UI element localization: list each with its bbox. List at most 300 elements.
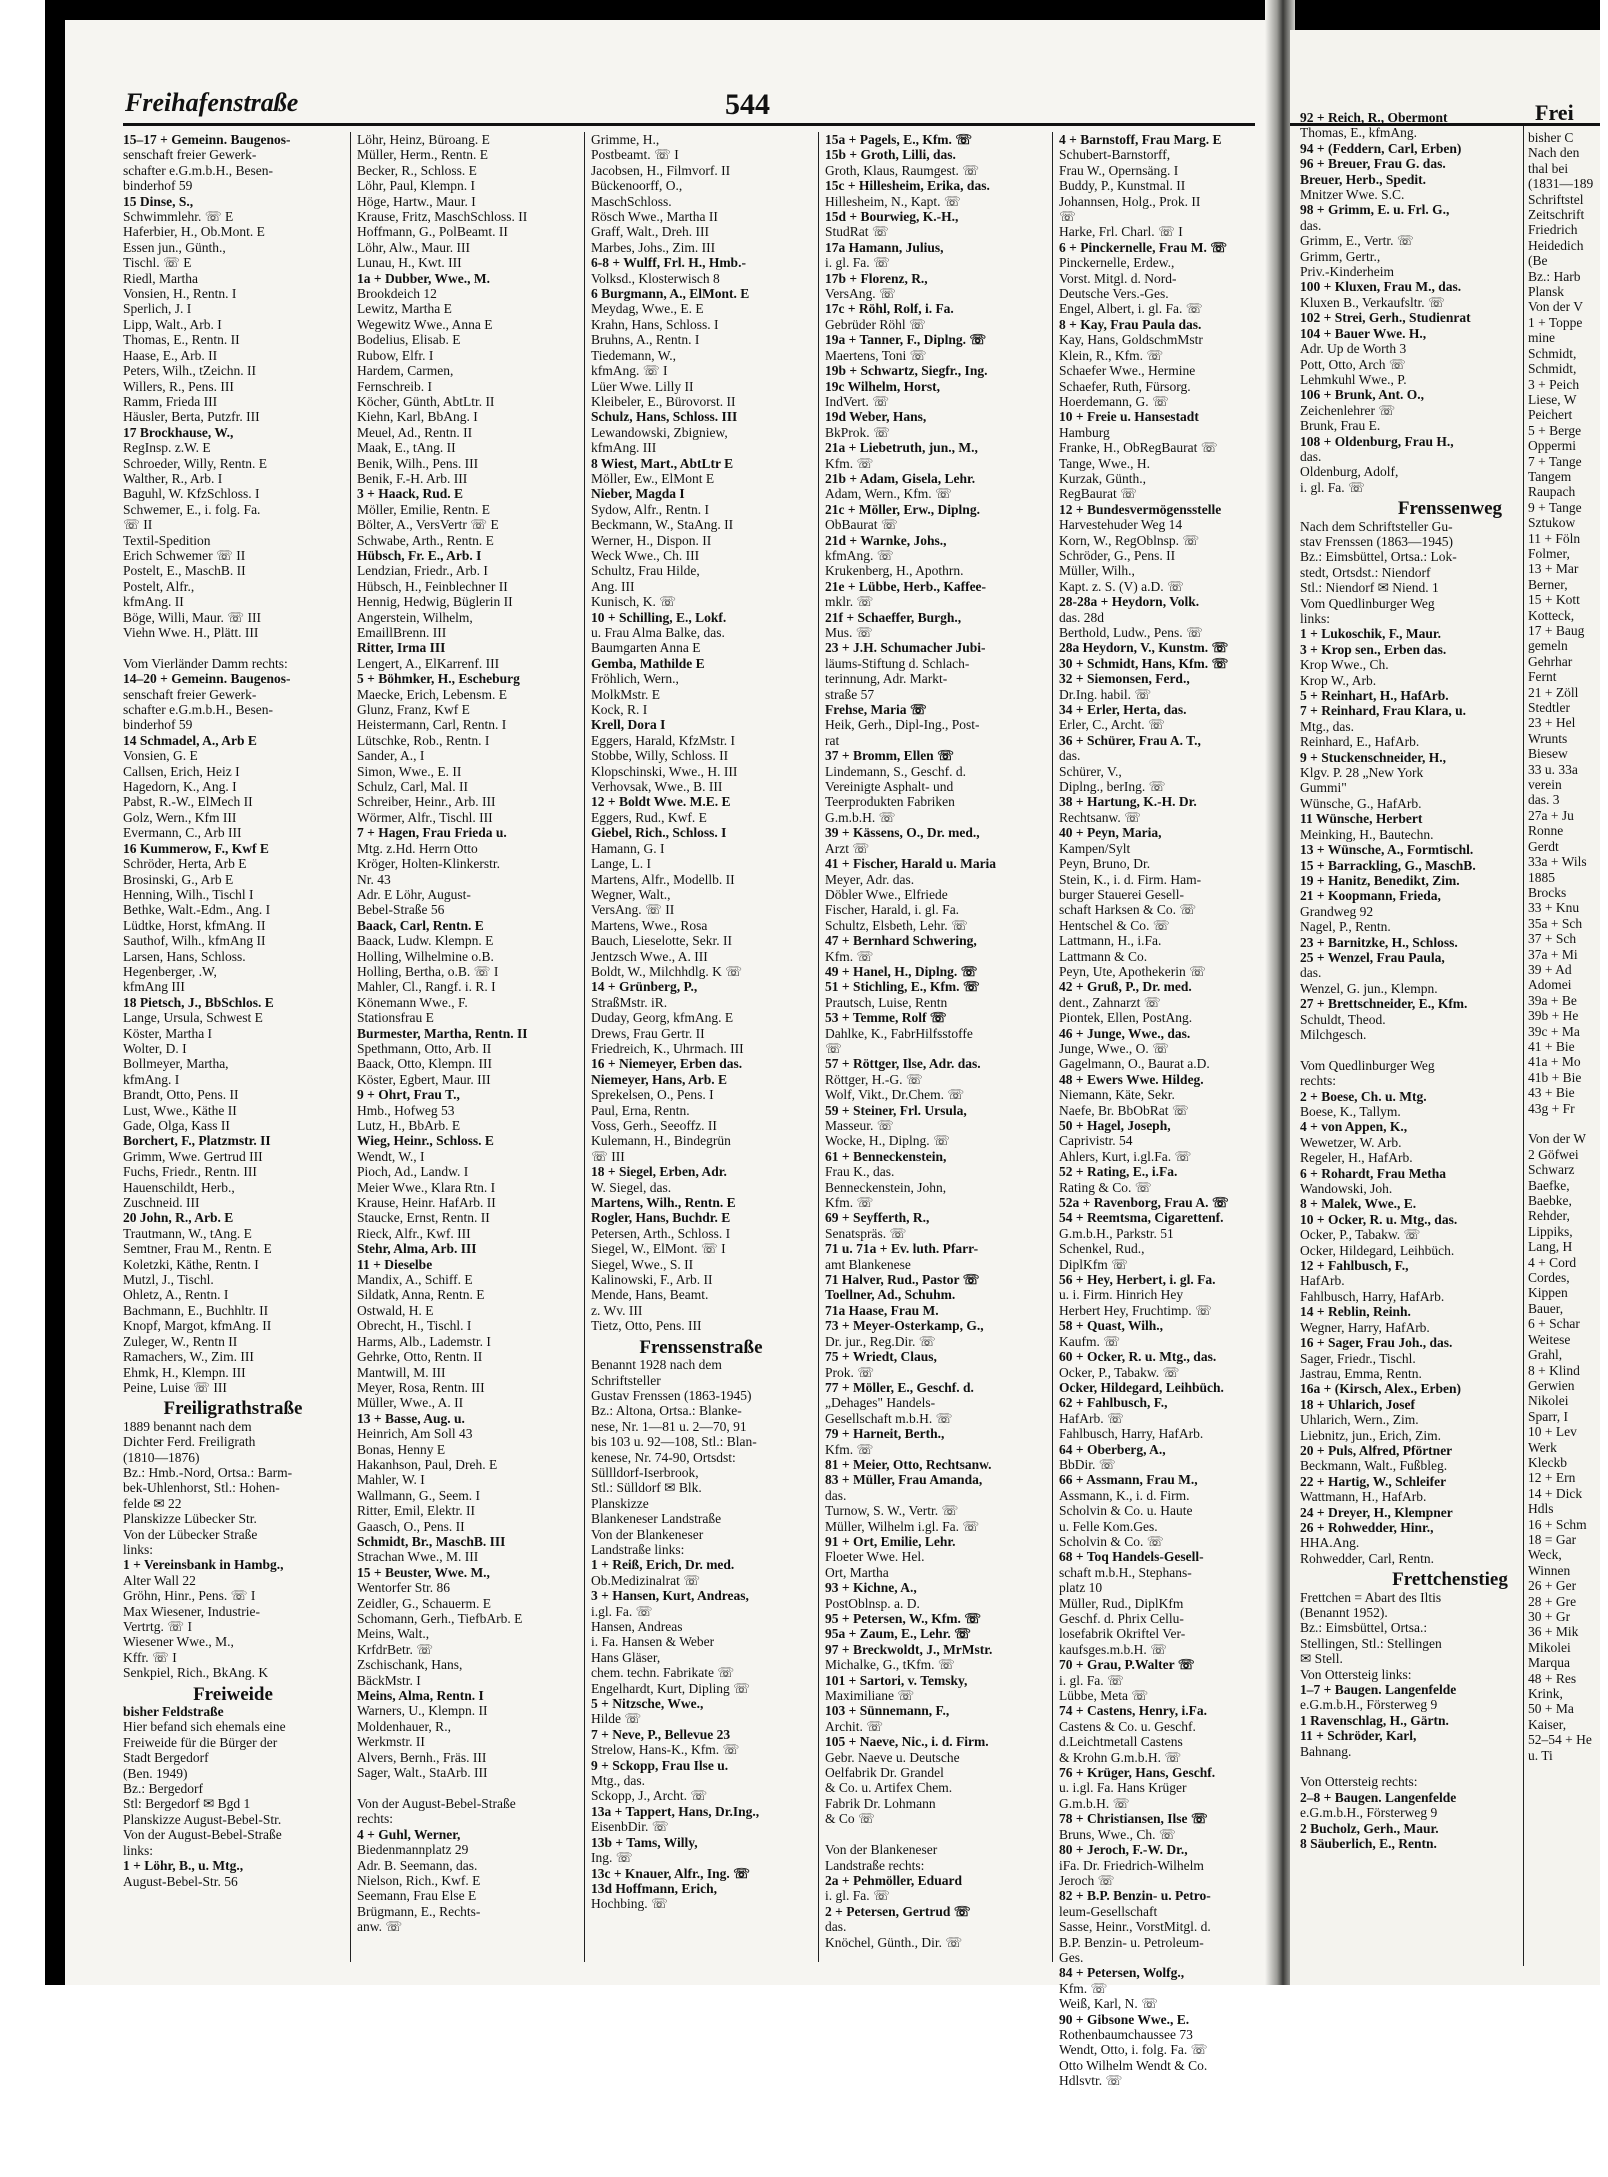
directory-entry-line: 49 + Hanel, H., Diplng. ☏	[825, 963, 978, 979]
cropped-entry-line: Winnen	[1528, 1562, 1571, 1578]
cropped-entry-line: das. 3	[1528, 792, 1560, 808]
directory-entry-line: Arzt ☏	[825, 840, 870, 856]
cropped-entry-line: 12 + Ern	[1528, 1470, 1576, 1486]
directory-entry-line: Adr. B. Seemann, das.	[357, 1857, 478, 1873]
directory-entry-line: i. gl. Fa. ☏	[1059, 1672, 1124, 1688]
directory-entry-line: (Benannt 1952).	[1300, 1605, 1388, 1620]
directory-entry-line: 52a + Ravenborg, Frau A. ☏	[1059, 1195, 1229, 1211]
directory-entry-line: Nielson, Rich., Kwf. E	[357, 1872, 481, 1888]
directory-entry-line: 21c + Möller, Erw., Diplng.	[825, 501, 980, 517]
street-section-heading: Frenssenweg	[1397, 498, 1503, 520]
directory-entry-line: Werner, H., Dispon. II	[591, 532, 712, 548]
directory-entry-line: Harms, Alb., Lademstr. I	[357, 1333, 491, 1349]
directory-entry-line: Schultz, Frau Hilde,	[591, 563, 700, 579]
directory-entry-line: Sildatk, Anna, Rentn. E	[357, 1287, 485, 1303]
directory-entry-line: Schubert-Barnstorff,	[1059, 147, 1171, 163]
directory-entry-line: Mandix, A., Schiff. E	[357, 1272, 473, 1288]
directory-entry-line: i. Fa. Hansen & Weber	[591, 1634, 715, 1650]
directory-entry-line: 4 + Barnstoff, Frau Marg. E	[1059, 132, 1222, 147]
directory-entry-line: 105 + Naeve, Nic., i. d. Firm.	[825, 1734, 989, 1750]
directory-entry-line: Schreiber, Heinr., Arb. III	[357, 794, 496, 810]
directory-entry-line: Kaufm. ☏	[1059, 1333, 1121, 1349]
directory-entry-line: 92 + Reich, R., Obermont	[1300, 110, 1448, 125]
cropped-entry-line: Sparr, I	[1528, 1408, 1568, 1424]
directory-entry-line: binderhof 59	[123, 717, 193, 733]
directory-entry-line: Rothenbaumchaussee 73	[1059, 2026, 1193, 2042]
directory-entry-line: Senatspräs. ☏	[825, 1225, 907, 1241]
cropped-entry-line: Lippiks,	[1528, 1223, 1573, 1239]
directory-page-right	[1290, 30, 1600, 1985]
directory-entry-line: 9 + Sckopp, Frau Ilse u.	[591, 1757, 729, 1773]
directory-entry-line: 13 + Wünsche, A., Formtischl.	[1300, 842, 1474, 858]
cropped-entry-line: 41b + Bie	[1528, 1069, 1582, 1085]
directory-entry-line: 18 + Uhlarich, Josef	[1300, 1396, 1415, 1412]
cropped-entry-line: 18 = Gar	[1528, 1531, 1577, 1547]
directory-entry-line: Von Ottersteig links:	[1300, 1666, 1412, 1682]
directory-entry-line: Riedl, Martha	[123, 270, 198, 286]
directory-entry-line: 8 Säuberlich, E., Rentn.	[1300, 1836, 1437, 1852]
directory-entry-line: kfmAng. II	[123, 594, 184, 610]
directory-entry-line: 1–7 + Baugen. Langenfelde	[1300, 1682, 1457, 1698]
cropped-entry-line: 26 + Ger	[1528, 1578, 1577, 1594]
directory-entry-line: Wolter, D. I	[123, 1040, 187, 1056]
directory-entry-line: 34 + Erler, Herta, das.	[1059, 702, 1187, 718]
directory-entry-line: schafter e.G.m.b.H., Besen-	[123, 702, 273, 718]
directory-entry-line: 2 + Petersen, Gertrud ☏	[825, 1903, 971, 1919]
directory-entry-line: das.	[1300, 217, 1322, 233]
directory-entry-line: Ahlers, Kurt, i.gl.Fa. ☏	[1059, 1148, 1192, 1164]
directory-entry-line: 25 + Wenzel, Frau Paula,	[1300, 949, 1445, 965]
directory-entry-line: i. gl. Fa. ☏	[825, 1888, 890, 1904]
cropped-entry-line: 1 + Toppe	[1528, 314, 1583, 330]
directory-entry-line: Grimm, Wwe. Gertrud III	[123, 1148, 263, 1164]
directory-entry-line: Kluxen B., Verkaufsltr. ☏	[1300, 294, 1445, 310]
directory-entry-line: bisher Feldstraße	[123, 1704, 224, 1720]
cropped-entry-line: Baefke,	[1528, 1177, 1570, 1193]
directory-entry-line: 18 + Siegel, Erben, Adr.	[591, 1164, 727, 1180]
directory-entry-line: i. gl. Fa. ☏	[825, 255, 890, 271]
directory-entry-line: MaschSchloss.	[591, 193, 672, 209]
cropped-entry-line: Tangem	[1528, 468, 1572, 484]
directory-entry-line: Frau W., Opernsäng. I	[1059, 162, 1179, 178]
cropped-entry-line: Marqua	[1528, 1655, 1570, 1671]
directory-entry-line: & Co ☏	[825, 1811, 875, 1827]
directory-entry-line: iFa. Dr. Friedrich-Wilhelm	[1059, 1857, 1204, 1873]
cropped-entry-line: Liese, W	[1528, 391, 1577, 407]
cropped-entry-line: Nach den	[1528, 145, 1580, 161]
directory-entry-line: 1 + Vereinsbank in Hambg.,	[123, 1557, 284, 1573]
directory-entry-line: 7 + Hagen, Frau Frieda u.	[357, 825, 507, 841]
directory-entry-line: rechts:	[1300, 1073, 1336, 1089]
directory-entry-line: Bruhns, A., Rentn. I	[591, 332, 700, 348]
directory-entry-line: 60 + Ocker, R. u. Mtg., das.	[1059, 1349, 1217, 1365]
directory-entry-line: Geschf. d. Phrix Cellu-	[1059, 1611, 1184, 1626]
directory-entry-line: G.m.b.H., Parkstr. 51	[1059, 1225, 1174, 1241]
directory-entry-line: 16a + (Kirsch, Alex., Erben)	[1300, 1381, 1462, 1397]
directory-entry-line: z. Wv. III	[591, 1302, 643, 1318]
directory-entry-line: Stl: Bergedorf ✉ Bgd 1	[123, 1796, 251, 1812]
directory-entry-line: 64 + Oberberg, A.,	[1059, 1441, 1166, 1457]
directory-entry-line: Ort, Martha	[825, 1564, 889, 1580]
directory-entry-line: Kfm. ☏	[1059, 1980, 1108, 1996]
cropped-entry-line: Werk	[1528, 1439, 1557, 1455]
directory-entry-line: Möller, Ew., ElMont E	[591, 470, 715, 486]
directory-entry-line: Vonsien, G. E	[123, 748, 198, 764]
directory-entry-line: Castens & Co. u. Geschf.	[1059, 1718, 1196, 1734]
directory-entry-line: Ohletz, A., Rentn. I	[123, 1287, 229, 1303]
directory-entry-line: 21 + Koopmann, Frieda,	[1300, 888, 1441, 904]
directory-entry-line: G.m.b.H. ☏	[1059, 1795, 1130, 1811]
directory-entry-line: Bz.: Eimsbüttel, Ortsa.:	[1300, 1620, 1428, 1636]
directory-entry-line: IndVert. ☏	[825, 393, 890, 409]
directory-entry-line: 16 + Niemeyer, Erben das.	[591, 1056, 743, 1072]
directory-entry-line: 15 + Beuster, Wwe. M.,	[357, 1564, 490, 1580]
directory-entry-line: 103 + Sünnemann, F.,	[825, 1703, 950, 1719]
directory-entry-line: Becker, R., Schloss. E	[357, 162, 477, 178]
directory-page-left	[65, 20, 1275, 2089]
directory-entry-line: 39 + Kässens, O., Dr. med.,	[825, 825, 980, 841]
directory-entry-line: Michalke, G., tKfm. ☏	[825, 1657, 955, 1673]
directory-entry-line: Schroeder, Willy, Rentn. E	[123, 455, 268, 471]
cropped-entry-line: Gerdt	[1528, 838, 1559, 854]
header-rule	[123, 123, 1255, 126]
directory-entry-line: Prok. ☏	[825, 1364, 875, 1380]
directory-entry-line: 15a + Pagels, E., Kfm. ☏	[825, 132, 973, 147]
directory-entry-line: Rubow, Elfr. I	[357, 347, 434, 363]
directory-entry-line: Archit. ☏	[825, 1718, 884, 1734]
directory-entry-line: 16 + Sager, Frau Joh., das.	[1300, 1335, 1453, 1351]
page-number: 544	[725, 88, 770, 121]
directory-entry-line: Masseur. ☏	[825, 1118, 894, 1133]
cropped-entry-line: Zeitschrift	[1528, 207, 1585, 223]
directory-entry-line: 91 + Ort, Emilie, Lehr.	[825, 1533, 956, 1549]
directory-entry-line: e.G.m.b.H., Försterweg 9	[1300, 1697, 1438, 1713]
directory-entry-line: 5 + Böhmker, H., Escheburg	[357, 671, 520, 687]
directory-entry-line: Rechtsanw. ☏	[1059, 809, 1141, 825]
directory-entry-line: Rogler, Hans, Buchdr. E	[591, 1210, 731, 1226]
directory-entry-line: 102 + Strei, Gerh., Studienrat	[1300, 310, 1471, 326]
directory-entry-line: Siegel, Wwe., S. II	[591, 1256, 694, 1272]
directory-entry-line: u. Frau Alma Balke, das.	[591, 625, 725, 640]
cropped-entry-line: Kleckb	[1528, 1454, 1567, 1470]
directory-entry-line: Buddy, P., Kunstmal. II	[1059, 178, 1186, 194]
directory-entry-line: G.m.b.H. ☏	[825, 809, 896, 825]
directory-entry-line: 75 + Wriedt, Claus,	[825, 1349, 937, 1365]
directory-entry-line: Lübbe, Meta ☏	[1059, 1688, 1149, 1704]
directory-entry-line: Hegenberger, .W,	[123, 963, 217, 979]
cropped-entry-line: Wrunts	[1528, 730, 1568, 746]
directory-entry-line: Möller, Emilie, Rentn. E	[357, 501, 490, 517]
directory-entry-line: Schröder, G., Pens. II	[1059, 547, 1176, 563]
directory-entry-line: Schenkel, Rud.,	[1059, 1241, 1145, 1257]
directory-entry-line: 82 + B.P. Benzin- u. Petro-	[1059, 1888, 1211, 1904]
directory-entry-line: 52 + Rating, E., i.Fa.	[1059, 1164, 1178, 1180]
directory-columns	[123, 132, 1283, 2089]
directory-entry-line: Lipp, Walt., Arb. I	[123, 316, 222, 332]
directory-entry-line: 19b + Schwartz, Siegfr., Ing.	[825, 363, 988, 379]
directory-entry-line: Trautmann, W., tAng. E	[123, 1225, 252, 1241]
directory-entry-line: Senkpiel, Rich., BkAng. K	[123, 1665, 269, 1681]
directory-entry-line: Zeidler, G., Schauerm. E	[357, 1595, 492, 1611]
directory-entry-line: Schwimmlehr. ☏ E	[123, 209, 234, 225]
directory-entry-line: Deutsche Vers.-Ges.	[1059, 286, 1169, 302]
street-section-heading: Freiligrathstraße	[163, 1398, 303, 1420]
directory-entry-line: Golz, Wern., Kfm III	[123, 809, 237, 825]
directory-entry-line: 9 + Stuckenschneider, H.,	[1300, 749, 1446, 765]
directory-entry-line: Thomas, E., kfmAng.	[1300, 125, 1417, 141]
cropped-entry-line: Nikolei	[1528, 1393, 1569, 1409]
directory-entry-line: 1a + Dubber, Wwe., M.	[357, 270, 490, 286]
directory-entry-line: Stein, K., i. d. Firm. Ham-	[1059, 871, 1202, 887]
directory-entry-line: Marbes, Johs., Zim. III	[591, 239, 716, 255]
directory-entry-line: Klein, R., Kfm. ☏	[1059, 347, 1164, 363]
directory-entry-line: Gröhn, Hinr., Pens. ☏ I	[123, 1588, 256, 1604]
directory-entry-line: Gummi"	[1300, 780, 1347, 796]
directory-entry-line: u. i. Firm. Hinrich Hey	[1059, 1287, 1184, 1303]
directory-entry-line: 59 + Steiner, Frl. Ursula,	[825, 1102, 967, 1118]
directory-entry-line: 21e + Lübbe, Herb., Kaffee-	[825, 578, 987, 594]
directory-entry-line: Röttger, H.-G. ☏	[825, 1071, 923, 1087]
directory-entry-line: Pabst, R.-W., ElMech II	[123, 794, 253, 810]
directory-entry-line: Von der August-Bebel-Straße	[123, 1827, 282, 1843]
directory-entry-line: Benneckenstein, John,	[825, 1179, 947, 1195]
cropped-entry-line: Schmidt,	[1528, 361, 1577, 377]
cropped-entry-line: 36 + Mik	[1528, 1624, 1579, 1640]
directory-entry-line: 24 + Dreyer, H., Klempner	[1300, 1504, 1453, 1520]
cropped-entry-line: gemeln	[1528, 638, 1568, 654]
directory-entry-line: Schulz, Hans, Schloss. III	[591, 409, 738, 425]
directory-entry-line: Lendzian, Friedr., Arb. I	[357, 563, 488, 579]
directory-entry-line: 13a + Tappert, Hans, Dr.Ing.,	[591, 1803, 760, 1819]
directory-entry-line: Lattmann, H., i.Fa.	[1059, 933, 1162, 949]
directory-entry-line: Eggers, Rud., Kwf. E	[591, 809, 707, 825]
directory-entry-line: Henning, Wilh., Tischl I	[123, 886, 254, 902]
directory-entry-line: Burmester, Martha, Rentn. II	[357, 1025, 528, 1041]
directory-entry-line: VersAng. ☏ II	[591, 902, 675, 918]
cropped-entry-line: Raupach	[1528, 484, 1576, 500]
directory-entry-line: 11 + Schröder, Karl,	[1300, 1728, 1417, 1744]
directory-entry-line: Baumgarten Anna E	[591, 640, 701, 656]
directory-entry-line: 17b + Florenz, R.,	[825, 270, 928, 286]
directory-entry-line: 32 + Siemonsen, Ferd.,	[1059, 671, 1190, 687]
directory-entry-line: Herbert Hey, Fruchtimp. ☏	[1059, 1302, 1212, 1318]
directory-entry-line: Müller, Rud., DiplKfm	[1059, 1595, 1184, 1611]
directory-entry-line: Weiß, Karl, N. ☏	[1059, 1996, 1159, 2012]
directory-entry-line: 3 + Krop sen., Erben das.	[1300, 641, 1447, 657]
directory-entry-line: ☏	[1059, 209, 1076, 225]
cropped-entry-line: u. Ti	[1528, 1747, 1553, 1763]
directory-entry-line: EmaillBrenn. III	[357, 625, 447, 640]
directory-entry-line: 47 + Bernhard Schwering,	[825, 933, 977, 949]
directory-entry-line: Tange, Wwe., H.	[1059, 455, 1151, 471]
directory-entry-line: 6 Burgmann, A., ElMont. E	[591, 286, 750, 302]
cropped-entry-line: bisher C	[1528, 130, 1574, 145]
directory-entry-line: Gustav Frenssen (1863-1945)	[591, 1387, 752, 1403]
cropped-entry-line: Peichert	[1528, 407, 1573, 423]
cropped-entry-line: Weitese	[1528, 1331, 1571, 1347]
directory-entry-line: Baack, Carl, Rentn. E	[357, 917, 484, 933]
directory-entry-line: Vom Quedlinburger Weg	[1300, 1057, 1435, 1073]
directory-entry-line: HafArb. ☏	[1059, 1410, 1124, 1426]
directory-entry-line: 11 Wünsche, Herbert	[1300, 811, 1423, 827]
directory-entry-line: Kay, Hans, GoldschmMstr	[1059, 332, 1203, 348]
directory-entry-line: Kfm. ☏	[825, 455, 874, 471]
directory-entry-line: Larsen, Hans, Schloss.	[123, 948, 246, 964]
directory-entry-line: Gaasch, O., Pens. II	[357, 1518, 465, 1534]
directory-entry-line: Meins, Walt.,	[357, 1626, 430, 1642]
directory-entry-line: stedt, Ortsdst.: Niendorf	[1300, 564, 1431, 580]
directory-entry-line: Brunk, Frau E.	[1300, 418, 1381, 434]
directory-entry-line: Von der Lübecker Straße	[123, 1526, 258, 1542]
cropped-entry-line: 33 + Knu	[1528, 900, 1580, 916]
directory-entry-line: Baack, Ludw. Klempn. E	[357, 933, 494, 949]
directory-entry-line: kfmAng III	[123, 979, 185, 995]
directory-entry-line: Niemann, Käte, Sekr.	[1059, 1087, 1175, 1103]
directory-entry-line: Bonas, Henny E	[357, 1441, 446, 1457]
directory-entry-line: ObBaurat ☏	[825, 517, 898, 533]
directory-entry-line: senschaft freier Gewerk-	[123, 147, 257, 163]
cropped-entry-line: 11 + Föln	[1528, 530, 1581, 546]
cropped-entry-line: 43g + Fr	[1528, 1100, 1575, 1116]
cropped-entry-line: Von der V	[1528, 299, 1584, 315]
directory-entry-line: BkProk. ☏	[825, 424, 890, 440]
directory-entry-line: Vom Vierländer Damm rechts:	[123, 655, 288, 671]
directory-entry-line: Dahlke, K., FabrHilfsstoffe	[825, 1025, 973, 1041]
directory-entry-line: 14 + Grünberg, P.,	[591, 979, 698, 995]
cropped-entry-line: thal bei	[1528, 160, 1569, 176]
directory-entry-line: Kapt. z. S. (V) a.D. ☏	[1059, 578, 1184, 594]
directory-column-3	[591, 132, 811, 1912]
directory-entry-line: Verhovsak, Wwe., B. III	[591, 779, 723, 795]
directory-entry-line: 15 + Barrackling, G., MaschB.	[1300, 857, 1476, 873]
directory-entry-line: 6-8 + Wulff, Frl. H., Hmb.-	[591, 255, 746, 271]
cropped-entry-line: 35a + Sch	[1528, 915, 1583, 931]
directory-entry-line: Hmb., Hofweg 53	[357, 1102, 455, 1118]
directory-entry-line: Grimm, Gertr.,	[1300, 248, 1381, 264]
directory-entry-line: 69 + Seyfferth, R.,	[825, 1210, 930, 1226]
directory-entry-line: Harvestehuder Weg 14	[1059, 517, 1183, 533]
directory-entry-line: terinnung, Adr. Markt-	[825, 671, 948, 687]
cropped-entry-line: Bz.: Harb	[1528, 268, 1581, 284]
directory-entry-line: 14 Schmadel, A., Arb E	[123, 732, 257, 748]
cropped-entry-line: verein	[1528, 777, 1562, 793]
directory-entry-line: 13 + Basse, Aug. u.	[357, 1410, 465, 1426]
cropped-entry-line: Brocks	[1528, 884, 1567, 900]
directory-entry-line: Fahlbusch, Harry, HafArb.	[1300, 1288, 1445, 1304]
directory-entry-line: 1889 benannt nach dem	[123, 1418, 252, 1434]
directory-entry-line: 79 + Harneit, Berth.,	[825, 1426, 945, 1442]
directory-column-4	[825, 132, 1045, 1950]
cropped-entry-line: Lang, H	[1528, 1239, 1573, 1255]
directory-entry-line: Fuchs, Friedr., Rentn. III	[123, 1164, 257, 1180]
directory-entry-line: Schuldt, Theod.	[1300, 1011, 1386, 1027]
directory-entry-line: Mahler, Cl., Rangf. i. R. I	[357, 979, 496, 995]
directory-entry-line: burger Stauerei Gesell-	[1059, 886, 1184, 902]
directory-entry-line: 16 Kummerow, F., Kwf E	[123, 840, 269, 856]
directory-entry-line: Graff, Walt., Dreh. III	[591, 224, 709, 240]
directory-entry-line: & Co. u. Artifex Chem.	[825, 1780, 953, 1796]
directory-entry-line: 26 + Rohwedder, Hinr.,	[1300, 1519, 1434, 1535]
cropped-entry-line: 16 + Schm	[1528, 1516, 1587, 1532]
directory-entry-line: Haferbier, H., Ob.Mont. E	[123, 224, 265, 240]
directory-entry-line: Biedenmannplatz 29	[357, 1842, 469, 1858]
directory-entry-line: Müller, Wwe., A. II	[357, 1395, 464, 1411]
directory-entry-line: Lüer Wwe. Lilly II	[591, 378, 694, 394]
directory-entry-line: Vonsien, H., Rentn. I	[123, 286, 237, 302]
directory-entry-line: Hardem, Carmen,	[357, 363, 454, 379]
cropped-entry-line: Friedrich	[1528, 222, 1578, 238]
directory-entry-line: Paul, Erna, Rentn.	[591, 1102, 690, 1118]
directory-entry-line: Stl.: Niendorf ✉ Niend. 1	[1300, 580, 1439, 596]
directory-entry-line: Mus. ☏	[825, 625, 873, 640]
directory-entry-line: Engelhardt, Kurt, Dipling ☏	[591, 1680, 750, 1696]
directory-entry-line: Kfm. ☏	[825, 1195, 874, 1211]
directory-entry-line: links:	[1300, 611, 1331, 626]
directory-entry-line: schafter e.G.m.b.H., Besen-	[123, 162, 273, 178]
directory-entry-line: RegBaurat ☏	[1059, 486, 1137, 502]
directory-entry-line: BbDir. ☏	[1059, 1456, 1116, 1472]
directory-entry-line: (Ben. 1949)	[123, 1765, 188, 1781]
directory-entry-line: Lutz, H., BbArb. E	[357, 1118, 461, 1133]
cropped-entry-line: 28 + Gre	[1528, 1593, 1577, 1609]
directory-entry-line: Von der Blankeneser	[591, 1526, 704, 1542]
directory-entry-line: Sprekelsen, O., Pens. I	[591, 1087, 714, 1103]
directory-entry-line: Kalinowski, F., Arb. II	[591, 1272, 713, 1288]
directory-entry-line: 21d + Warnke, Johs.,	[825, 532, 947, 548]
directory-entry-line: Krop Wwe., Ch.	[1300, 657, 1389, 673]
directory-entry-line: 2 + Boese, Ch. u. Mtg.	[1300, 1088, 1427, 1104]
directory-entry-line: 77 + Möller, E., Geschf. d.	[825, 1379, 974, 1395]
directory-entry-line: 19d Weber, Hans,	[825, 409, 927, 425]
directory-entry-line: kenese, Nr. 74-90, Ortsdst:	[591, 1449, 736, 1465]
directory-entry-line: BäckMstr. I	[357, 1672, 421, 1688]
directory-entry-line: Ramm, Frieda III	[123, 393, 218, 409]
directory-entry-line: Kröger, Holten-Klinkerstr.	[357, 856, 501, 872]
directory-entry-line: Lunau, H., Kwt. III	[357, 255, 462, 271]
directory-entry-line: & Krohn G.m.b.H. ☏	[1059, 1749, 1182, 1765]
directory-entry-line: Bz.: Altona, Ortsa.: Blanke-	[591, 1403, 742, 1419]
directory-entry-line: 2 Bucholz, Gerh., Maur.	[1300, 1820, 1439, 1836]
directory-entry-line: das.	[825, 1919, 847, 1935]
directory-entry-line: Brosinski, G., Arb E	[123, 871, 234, 887]
directory-entry-line: Lindemann, S., Geschf. d.	[825, 763, 966, 779]
directory-entry-line: Breuer, Herb., Spedit.	[1300, 171, 1427, 187]
directory-entry-line: ☏ II	[123, 517, 153, 533]
directory-entry-line: 5 + Nitzsche, Wwe.,	[591, 1696, 704, 1712]
directory-entry-line: Lust, Wwe., Käthe II	[123, 1102, 237, 1118]
cropped-entry-line: Krink,	[1528, 1686, 1563, 1702]
directory-entry-line: Bollmeyer, Martha,	[123, 1056, 229, 1072]
directory-entry-line: Stobbe, Willy, Schloss. II	[591, 748, 729, 764]
directory-entry-line: Adr. Up de Worth 3	[1300, 341, 1407, 357]
cropped-entry-line: 4 + Cord	[1528, 1254, 1577, 1270]
directory-entry-line: Wattmann, H., HafArb.	[1300, 1489, 1427, 1505]
column-rule	[1052, 132, 1053, 1962]
directory-entry-line: Scholvin & Co. u. Haute	[1059, 1503, 1193, 1519]
directory-entry-line: 15c + Hillesheim, Erika, das.	[825, 178, 990, 194]
directory-entry-line: Mnitzer Wwe. S.C.	[1300, 187, 1405, 203]
directory-entry-line: Reinhard, E., HafArb.	[1300, 734, 1420, 750]
directory-entry-line: MolkMstr. E	[591, 686, 661, 702]
directory-entry-line: Hdlsvtr. ☏	[1059, 2073, 1123, 2089]
directory-entry-line: losefabrik Okriftel Ver-	[1059, 1626, 1186, 1642]
directory-entry-line: 3 + Hansen, Kurt, Andreas,	[591, 1588, 749, 1604]
directory-entry-line: das.	[1300, 448, 1322, 464]
directory-entry-line: 38 + Hartung, K.-H. Dr.	[1059, 794, 1197, 810]
directory-entry-line: Martens, Wilh., Rentn. E	[591, 1195, 736, 1211]
directory-entry-line: Petersen, Arth., Schloss. I	[591, 1225, 731, 1241]
directory-entry-line: u. i.gl. Fa. Hans Krüger	[1059, 1780, 1187, 1796]
